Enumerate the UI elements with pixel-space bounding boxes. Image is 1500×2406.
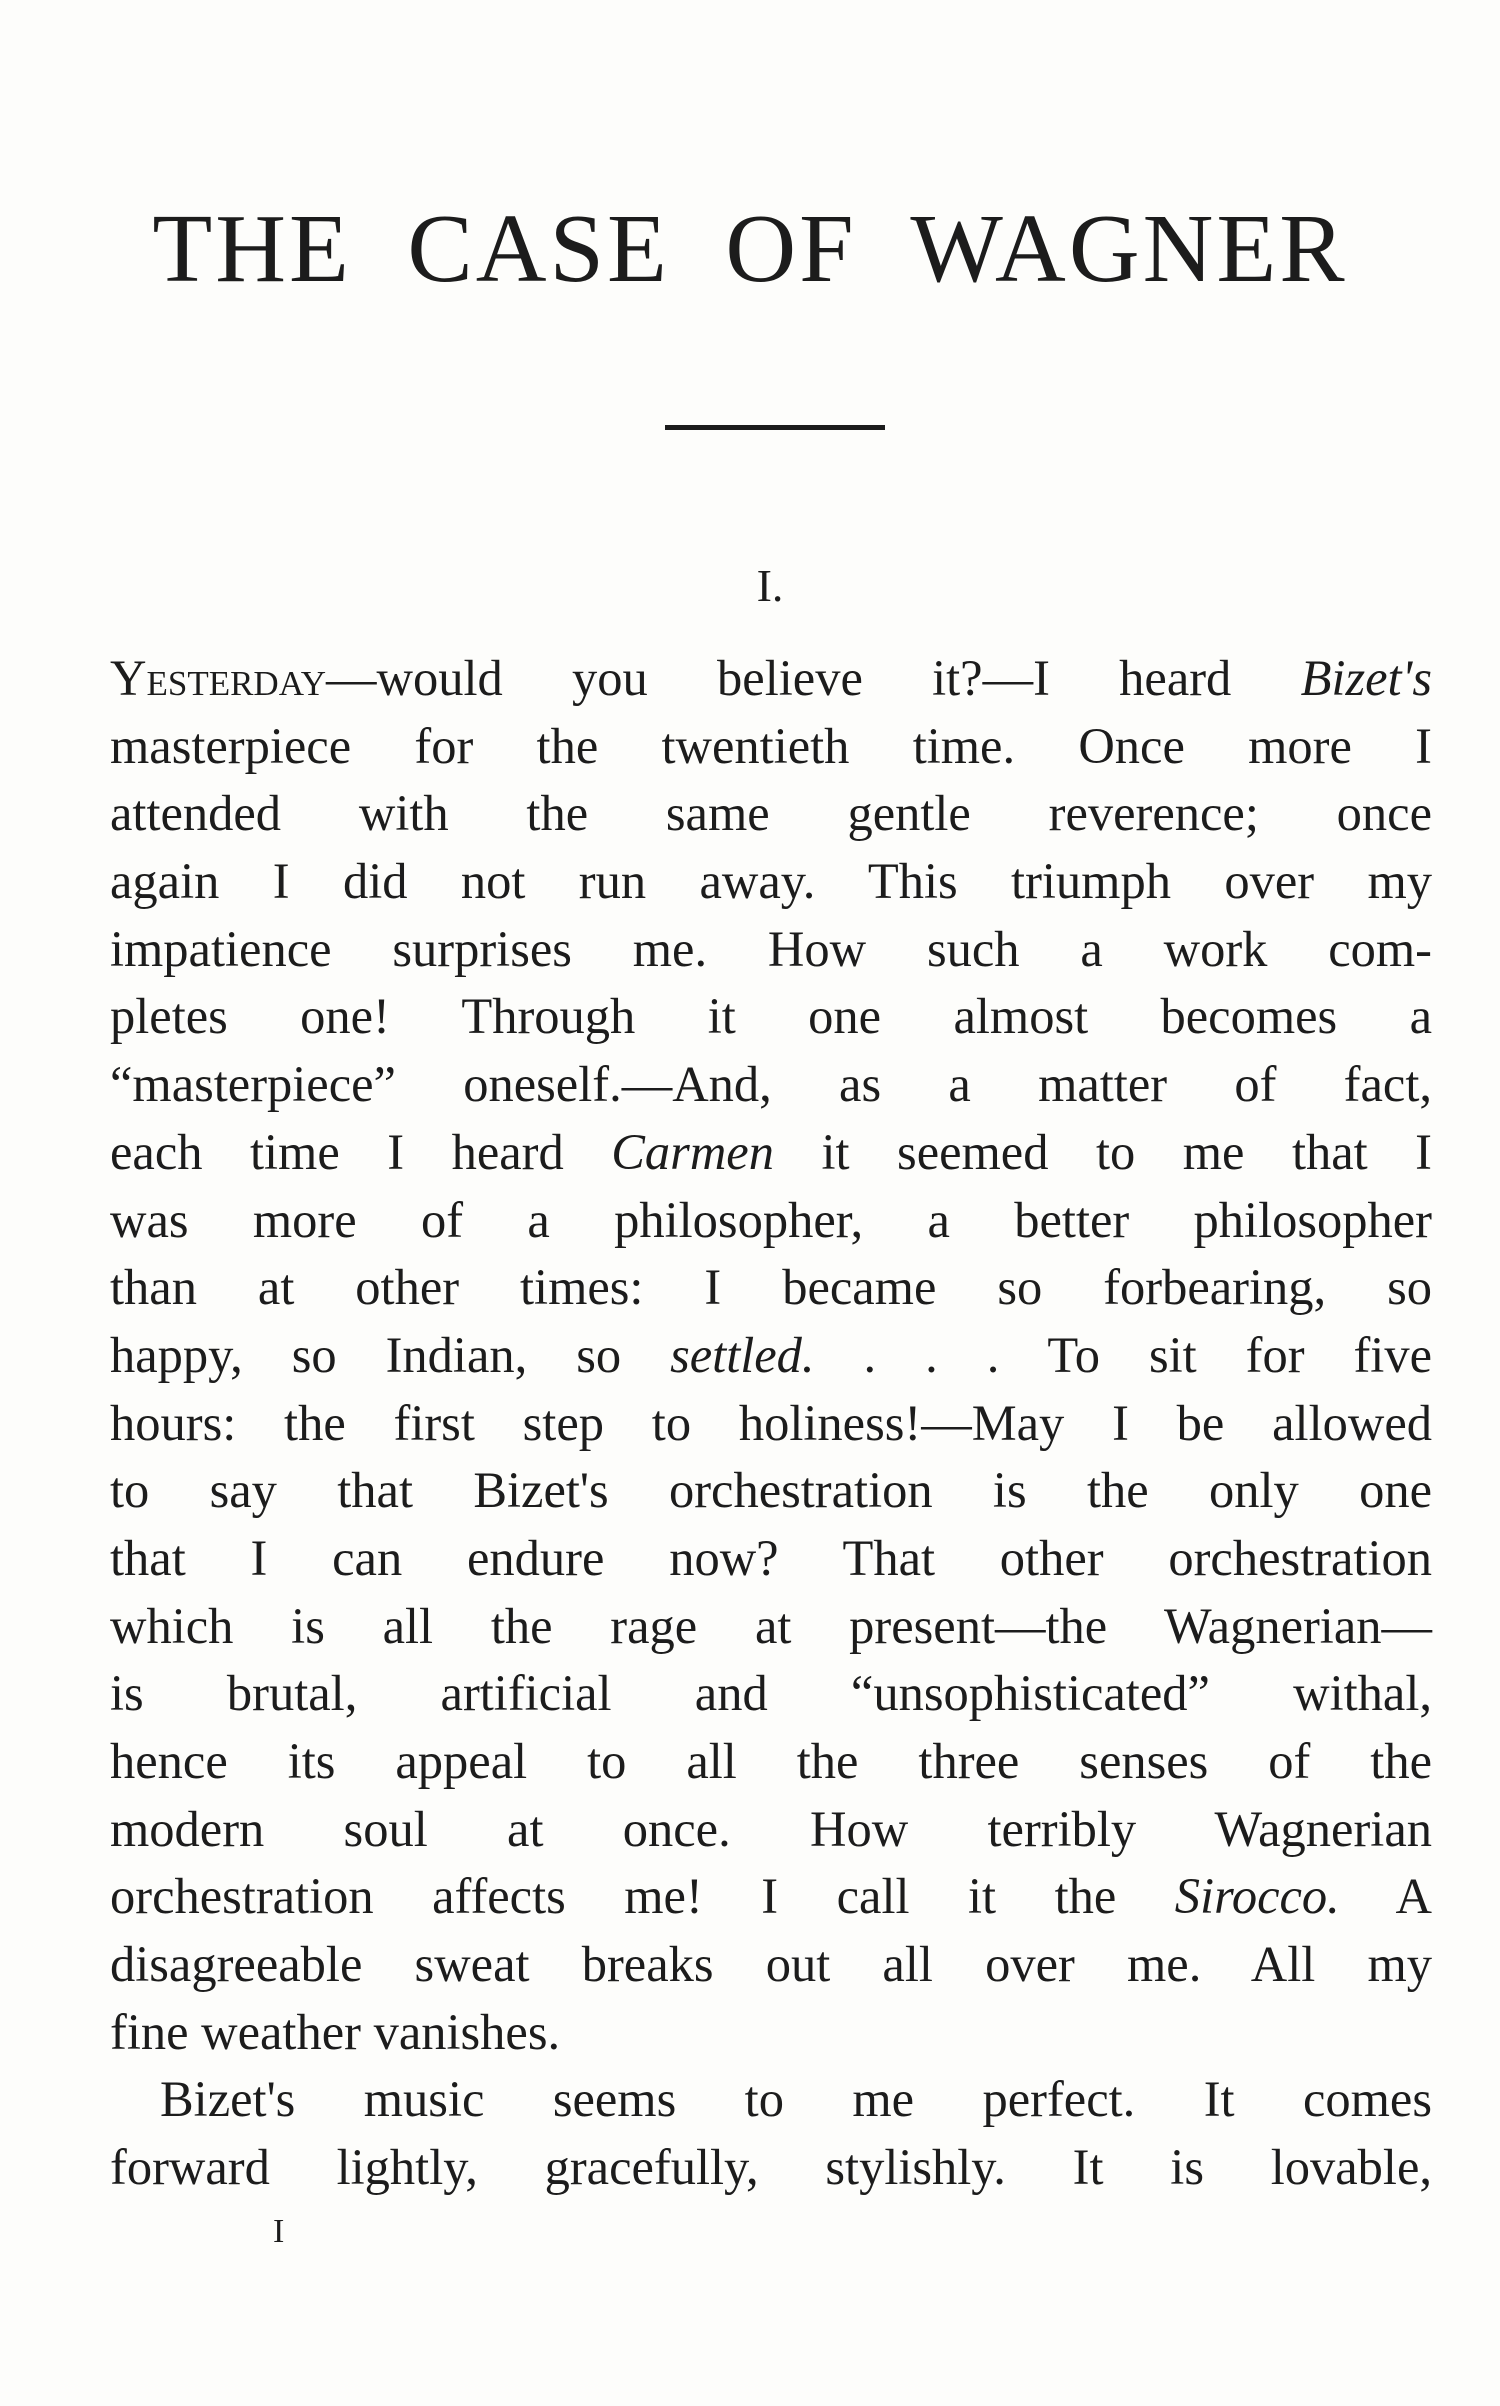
text-line — [110, 1390, 1432, 1458]
text-run: each time I heard — [110, 1123, 612, 1180]
paragraph — [110, 2066, 1432, 2201]
text-run: that I can endure now? That other orchestration — [110, 1529, 1432, 1586]
text-line — [110, 1119, 1432, 1187]
text-line — [110, 1187, 1432, 1255]
italic-text: Sirocco. — [1174, 1868, 1340, 1925]
text-run: . . . To sit for five — [814, 1326, 1432, 1383]
text-run: impatience surprises me. How such a work com- — [110, 920, 1432, 977]
text-line — [110, 1457, 1432, 1525]
italic-text: Bizet's — [1300, 650, 1432, 706]
chapter-title: THE CASE OF WAGNER — [152, 195, 1348, 303]
text-run: pletes one! Through it one almost becomes a — [110, 988, 1432, 1045]
text-run: disagreeable sweat breaks out all over me. All my — [110, 1936, 1432, 1993]
text-line — [110, 983, 1432, 1051]
page-folio: I — [273, 2213, 285, 2250]
text-run: Bizet's music seems to me perfect. It comes — [160, 2071, 1432, 2128]
small-caps-text: Yesterday — [110, 650, 327, 706]
text-run: than at other times: I became so forbearing, so — [110, 1259, 1432, 1316]
text-line — [110, 1593, 1432, 1661]
text-run: is brutal, artificial and “unsophisticated” withal, — [110, 1665, 1432, 1722]
text-run: A — [1339, 1868, 1433, 1925]
text-run: orchestration affects me! I call it the — [110, 1868, 1175, 1925]
section-number: I. — [756, 560, 784, 611]
paragraph — [110, 645, 1432, 2066]
text-line — [110, 1728, 1432, 1796]
text-run: modern soul at once. How terribly Wagnerian — [110, 1800, 1432, 1857]
text-line — [110, 1051, 1432, 1119]
text-run: to say that Bizet's orchestration is the only one — [110, 1462, 1432, 1519]
text-line — [110, 713, 1432, 781]
text-run: forward lightly, gracefully, stylishly. It is lovable, — [110, 2139, 1432, 2196]
text-line — [110, 1660, 1432, 1728]
text-line — [110, 1863, 1432, 1931]
text-line — [110, 1999, 1432, 2067]
text-run: hence its appeal to all the three senses of the — [110, 1733, 1432, 1789]
text-run: was more of a philosopher, a better philosopher — [110, 1191, 1432, 1248]
text-run: it seemed to me that I — [773, 1123, 1432, 1180]
text-line — [110, 2066, 1432, 2134]
italic-text: Carmen — [611, 1123, 774, 1180]
text-run: masterpiece for the twentieth time. Once more I — [110, 717, 1432, 774]
text-line — [110, 1796, 1432, 1864]
text-run: fine weather vanishes. — [110, 2003, 561, 2060]
text-line — [110, 916, 1432, 984]
text-line — [110, 1254, 1432, 1322]
text-run: again I did not run away. This triumph over my — [110, 853, 1432, 910]
text-line — [110, 645, 1432, 713]
text-run: happy, so Indian, so — [110, 1326, 671, 1383]
body-text — [110, 645, 1432, 2202]
text-run: —would you believe it?—I heard — [326, 650, 1301, 706]
text-run: “masterpiece” oneself.—And, as a matter of fact, — [110, 1056, 1432, 1113]
text-line — [110, 780, 1432, 848]
text-line — [110, 1931, 1432, 1999]
title-rule — [665, 425, 885, 430]
text-run: hours: the first step to holiness!—May I be allowed — [110, 1394, 1432, 1451]
text-line — [110, 1525, 1432, 1593]
text-run: attended with the same gentle reverence; once — [110, 785, 1432, 842]
italic-text: settled. — [670, 1326, 815, 1383]
text-line — [110, 2134, 1432, 2202]
text-line — [110, 848, 1432, 916]
text-run: which is all the rage at present—the Wagnerian— — [110, 1597, 1432, 1654]
text-line — [110, 1322, 1432, 1390]
